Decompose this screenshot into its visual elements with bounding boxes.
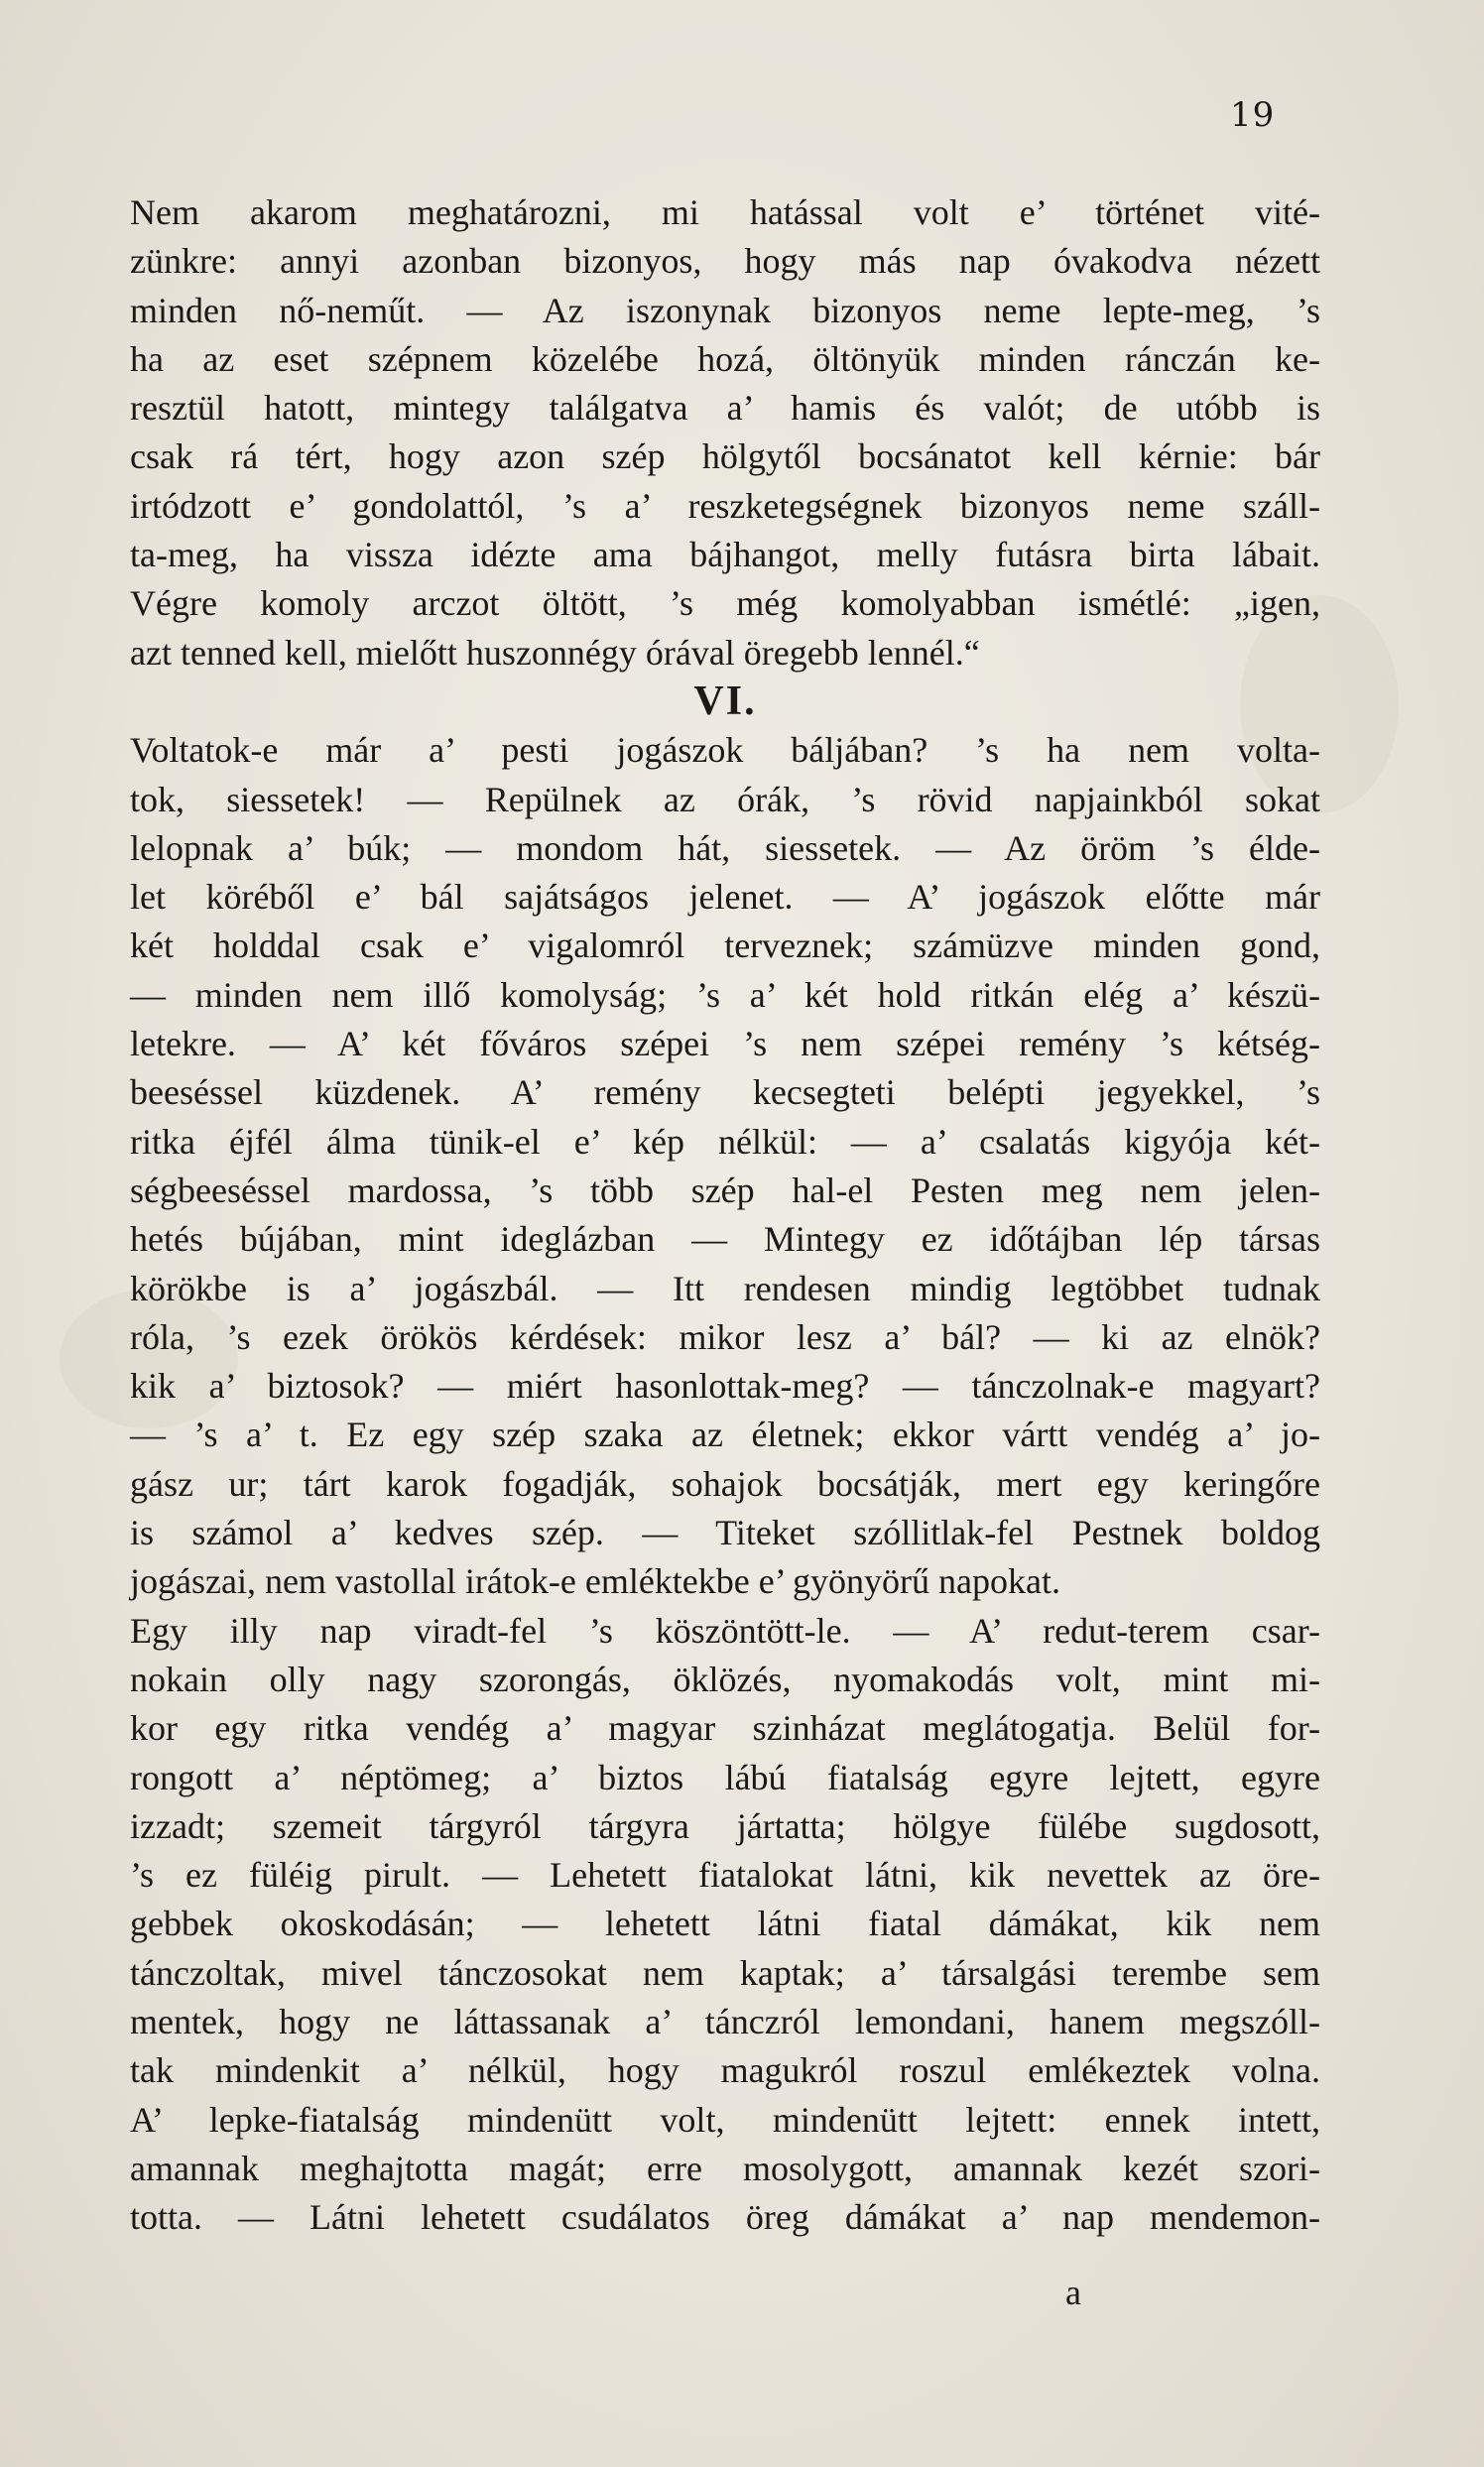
page-number: 19 — [1230, 95, 1276, 135]
text-line: csak rá tért, hogy azon szép hölgytől bocsánatot kell kérnie: bár — [130, 436, 1320, 477]
text-line: gebbek okoskodásán; — lehetett látni fiatal dámákat, kik nem — [130, 1904, 1320, 1944]
text-line: ha az eset szépnem közelébe hozá, öltönyük minden ránczán ke- — [130, 338, 1320, 379]
text-line: Voltatok-e már a’ pesti jogászok báljában? ’s ha nem volta- — [130, 730, 1320, 771]
text-line: két holddal csak e’ vigalomról terveznek; számüzve minden gond, — [130, 925, 1320, 966]
text-line: kik a’ biztosok? — miért hasonlottak-meg? — tánczolnak-e magyart? — [130, 1366, 1320, 1407]
text-line: tánczoltak, mivel tánczosokat nem kaptak; a’ társalgási terembe sem — [130, 1952, 1320, 1993]
text-line: lelopnak a’ búk; — mondom hát, siessetek. — Az öröm ’s élde- — [130, 827, 1320, 868]
text-line: tak mindenkit a’ nélkül, hogy magukról roszul emlékeztek volna. — [130, 2050, 1320, 2091]
text-line: resztül hatott, mintegy találgatva a’ hamis és valót; de utóbb is — [130, 388, 1320, 429]
text-line: beeséssel küzdenek. A’ remény kecsegteti belépti jegyekkel, ’s — [130, 1072, 1320, 1113]
text-line: — ’s a’ t. Ez egy szép szaka az életnek; ekkor vártt vendég a’ jo- — [130, 1415, 1320, 1455]
text-line: ségbeeséssel mardossa, ’s több szép hal-el Pesten meg nem jelen- — [130, 1170, 1320, 1210]
text-line: A’ lepke-fiatalság mindenütt volt, mindenütt lejtett: ennek intett, — [130, 2099, 1320, 2140]
text-line: zünkre: annyi azonban bizonyos, hogy más nap óvakodva nézett — [130, 241, 1320, 282]
text-line: totta. — Látni lehetett csudálatos öreg dámákat a’ nap mendemon- — [130, 2197, 1320, 2238]
text-line: is számol a’ kedves szép. — Titeket szóllitlak-fel Pestnek boldog — [130, 1513, 1320, 1553]
text-line: tok, siessetek! — Repülnek az órák, ’s rövid napjainkból sokat — [130, 779, 1320, 819]
text-line: ta-meg, ha vissza idézte ama bájhangot, melly futásra birta lábait. — [130, 535, 1320, 575]
text-line: irtódzott e’ gondolattól, ’s a’ reszketegségnek bizonyos neme száll- — [130, 485, 1320, 526]
text-line: gász ur; tárt karok fogadják, sohajok bocsátják, mert egy keringőre — [130, 1463, 1320, 1504]
text-line: rongott a’ néptömeg; a’ biztos lábú fiatalság egyre lejtett, egyre — [130, 1757, 1320, 1797]
text-line: let köréből e’ bál sajátságos jelenet. — A’ jogászok előtte már — [130, 877, 1320, 918]
catchword: a — [1065, 2273, 1081, 2312]
text-line: Nem akarom meghatározni, mi hatással volt e’ történet vité- — [130, 192, 1320, 232]
text-line: hetés bújában, mint ideglázban — Mintegy ez időtájban lép társas — [130, 1219, 1320, 1260]
text-line: azt tenned kell, mielőtt huszonnégy órával öregebb lennél.“ — [130, 632, 980, 673]
text-line: Végre komoly arczot öltött, ’s még komolyabban ismétlé: „igen, — [130, 583, 1320, 624]
text-line: jogászai, nem vastollal irátok-e emléktekbe e’ gyönyörű napokat. — [130, 1561, 1061, 1602]
page-text — [130, 188, 1320, 2242]
text-line: kor egy ritka vendég a’ magyar szinházat meglátogatja. Belül for- — [130, 1708, 1320, 1749]
text-line: izzadt; szemeit tárgyról tárgyra jártatta; hölgye fülébe sugdosott, — [130, 1805, 1320, 1846]
text-line: amannak meghajtotta magát; erre mosolygott, amannak kezét szori- — [130, 2148, 1320, 2188]
chapter-heading: VI. — [693, 678, 757, 724]
text-line: mentek, hogy ne láttassanak a’ tánczról lemondani, hanem megszóll- — [130, 2001, 1320, 2041]
text-line: nokain olly nagy szorongás, öklözés, nyomakodás volt, mint mi- — [130, 1659, 1320, 1699]
text-line: Egy illy nap viradt-fel ’s köszöntött-le. — A’ redut-terem csar- — [130, 1610, 1320, 1651]
text-line: letekre. — A’ két főváros szépei ’s nem szépei remény ’s kétség- — [130, 1024, 1320, 1064]
text-line: róla, ’s ezek örökös kérdések: mikor lesz a’ bál? — ki az elnök? — [130, 1316, 1320, 1357]
text-line: minden nő-neműt. — Az iszonynak bizonyos neme lepte-meg, ’s — [130, 290, 1320, 330]
text-line: ritka éjfél álma tünik-el e’ kép nélkül: — a’ csalatás kigyója két- — [130, 1121, 1320, 1162]
text-line: — minden nem illő komolyság; ’s a’ két hold ritkán elég a’ készü- — [130, 974, 1320, 1015]
text-line: körökbe is a’ jogászbál. — Itt rendesen mindig legtöbbet tudnak — [130, 1268, 1320, 1308]
text-line: ’s ez füléig pirult. — Lehetett fiatalokat látni, kik nevettek az öre- — [130, 1855, 1320, 1896]
